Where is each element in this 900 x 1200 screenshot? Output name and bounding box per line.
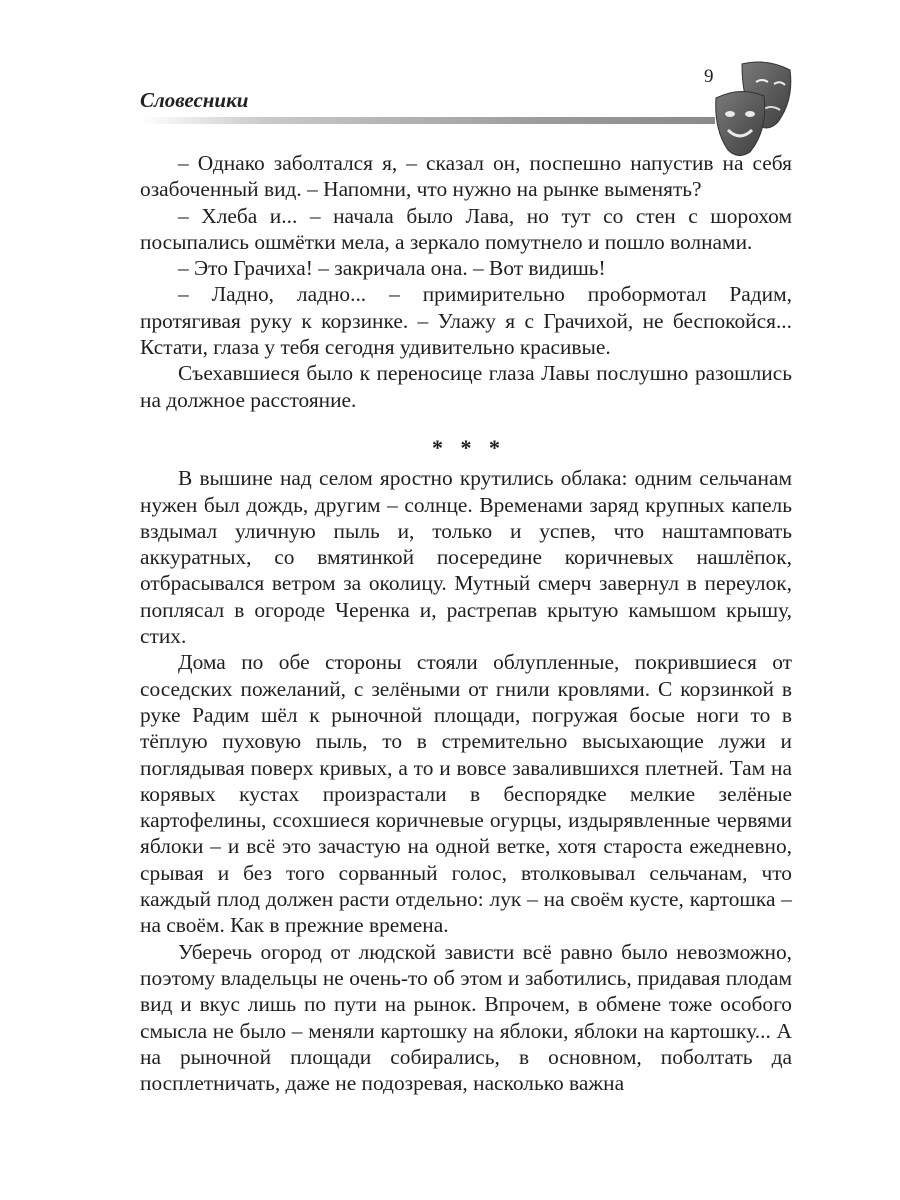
header-rule bbox=[140, 117, 715, 124]
running-head-title: Словесники bbox=[140, 88, 249, 112]
theater-masks-icon bbox=[712, 60, 798, 158]
paragraph: Дома по обе стороны стояли облупленные, покрившиеся от соседских пожеланий, с зелёными от гнили кровлями. С корзинкой в руке Радим шёл к рыночной площади, погружая босые ноги то в тёплую пуховую пыль, то в стремительно высыхающие лужи и поглядывая поверх кривых, а то и вовсе завалившихся плетней. Там на корявых кустах произрастали в беспорядке мелкие зелёные картофелины, ссохшиеся коричневые огурцы, издырявленные червями яблоки – и всё это зачастую на одной ветке, хотя староста ежедневно, срывая и без того сорванный голос, втолковывал сельчанам, что каждый плод должен расти отдельно: лук – на своём кусте, картошка – на своём. Как в прежние времена. bbox=[140, 650, 792, 938]
paragraph: – Ладно, ладно... – примирительно пробормотал Радим, протягивая руку к корзинке. – Улажу я с Грачихой, не беспокойся... Кстати, глаза у тебя сегодня удивительно красивые. bbox=[140, 282, 792, 360]
paragraph: – Это Грачиха! – закричала она. – Вот видишь! bbox=[178, 256, 606, 281]
paragraph: Съехавшиеся было к переносице глаза Лавы послушно разошлись на должное расстояние. bbox=[140, 361, 792, 412]
paragraph: В вышине над селом яростно крутились облака: одним сельчанам нужен был дождь, другим – солнце. Временами заряд крупных капель вздымал уличную пыль и, только и успев, что наштамповать аккуратных, со вмятинкой посередине коричневых нашлёпок, отбрасывался ветром за околицу. Мутный смерч завернул в переулок, поплясал в огороде Черенка и, растрепав крытую камышом крышу, стих. bbox=[140, 466, 792, 649]
paragraph: Уберечь огород от людской зависти всё равно было невозможно, поэтому владельцы не очень-то об этом и заботились, придавая плодам вид и вкус лишь по пути на рынок. Впрочем, в обмене тоже особого смысла не было – меняли картошку на яблоки, яблоки на картошку... А на рыночной площади собирались, в основном, поболтать да посплетничать, даже не подозревая, насколько важна bbox=[140, 939, 792, 1096]
paragraph: – Однако заболтался я, – сказал он, поспешно напустив на себя озабоченный вид. – Напомни, что нужно на рынке выменять? bbox=[140, 151, 792, 202]
page-body bbox=[140, 150, 792, 1096]
paragraph: – Хлеба и... – начала было Лава, но тут со стен с шорохом посыпались ошмётки мела, а зеркало помутнело и пошло волнами. bbox=[140, 203, 792, 254]
section-separator: * * * bbox=[432, 434, 506, 460]
page-number: 9 bbox=[704, 66, 714, 87]
